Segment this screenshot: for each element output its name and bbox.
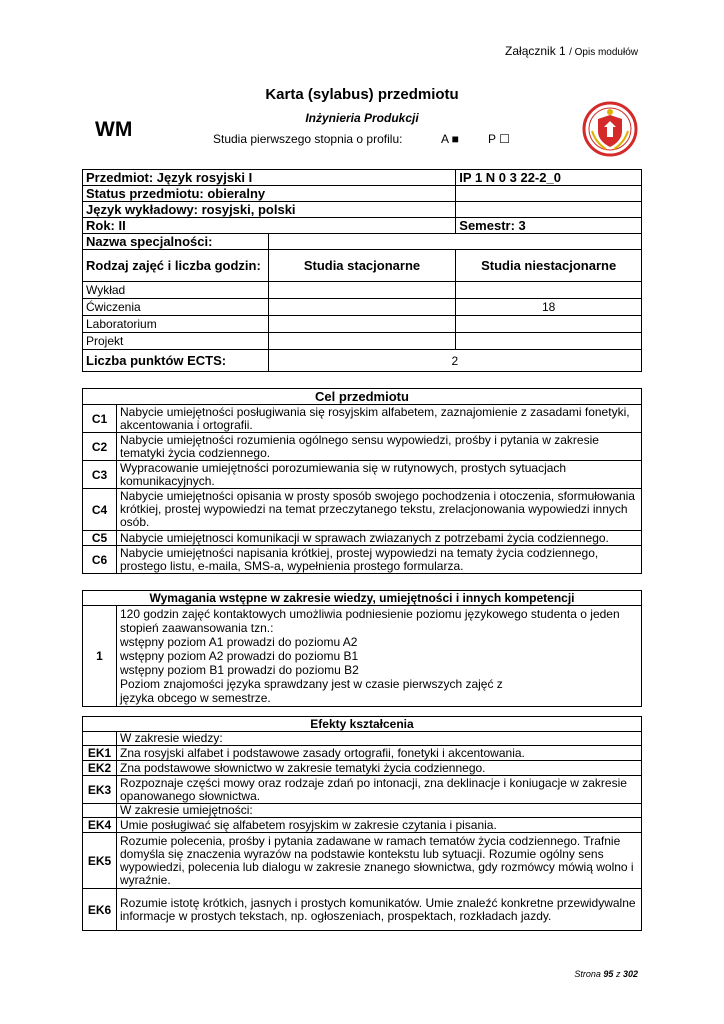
requirement-line: wstępny poziom A1 prowadzi do poziomu A2 <box>120 635 358 649</box>
requirements-table <box>82 590 642 707</box>
subject-name: Przedmiot: Język rosyjski I <box>83 170 456 186</box>
subject-info-table <box>82 169 642 372</box>
effect-code: EK3 <box>83 776 117 804</box>
effect-text: Rozumie istotę krótkich, jasnych i prostych komunikatów. Umie znaleźć konkretne przewidywalne informacje w prostych tekstach, np. ogłoszeniach, prospektach, rozkładach jazdy. <box>117 889 642 931</box>
profile-p: P ☐ <box>488 132 510 146</box>
requirement-line: stopień zaawansowania tzn.: <box>120 621 274 635</box>
goal-code: C6 <box>83 546 117 574</box>
goal-code: C4 <box>83 489 117 531</box>
requirement-line: 120 godzin zajęć kontaktowych umożliwia podniesienie poziomu językowego studenta o jeden <box>120 607 620 621</box>
requirement-line: języka obcego w semestrze. <box>120 691 271 705</box>
goal-text: Nabycie umiejętnosci komunikacji w sprawach zwiazanych z potrzebami życia codziennego. <box>117 531 642 546</box>
row-laboratory: Laboratorium <box>83 316 269 333</box>
subject-status: Status przedmiotu: obieralny <box>83 186 456 202</box>
effect-code: EK2 <box>83 761 117 776</box>
requirement-line: wstępny poziom B1 prowadzi do poziomu B2 <box>120 663 359 677</box>
goal-text: Nabycie umiejętności opisania w prosty sposób swojego pochodzenia i otoczenia, sformułowania krótkiej, prostej wypowiedzi na temat przeczytanego tekstu, zrelacjonowania wypowiedzi innych osób. <box>117 489 642 531</box>
goal-text: Nabycie umiejętności napisania krótkiej, prostej wypowiedzi na tematy życia codziennego, prostego listu, e-maila, SMS-a, wypełnienia prostego formularza. <box>117 546 642 574</box>
exercises-nonstationary-hours: 18 <box>456 299 642 316</box>
effect-code: EK5 <box>83 833 117 889</box>
logo-wm: WM <box>95 118 133 141</box>
profile-label: Studia pierwszego stopnia o profilu: <box>213 132 403 146</box>
col-stationary: Studia stacjonarne <box>268 250 456 282</box>
requirement-code: 1 <box>83 606 117 707</box>
specialization-label: Nazwa specjalności: <box>83 234 269 250</box>
knowledge-header: W zakresie wiedzy: <box>117 732 642 746</box>
ects-value: 2 <box>268 350 641 372</box>
effects-table <box>82 716 642 931</box>
page-number: Strona 95 z 302 <box>574 969 638 979</box>
effect-code: EK6 <box>83 889 117 931</box>
profile-a: A ■ <box>441 132 459 146</box>
goal-code: C2 <box>83 433 117 461</box>
row-project: Projekt <box>83 333 269 350</box>
ects-label: Liczba punktów ECTS: <box>83 350 269 372</box>
requirement-line: Poziom znajomości języka sprawdzany jest w czasie pierwszych zajęć z <box>120 677 503 691</box>
subject-year: Rok: II <box>83 218 456 234</box>
field-of-study: Inżynieria Produkcji <box>305 111 419 125</box>
effects-title: Efekty kształcenia <box>83 717 642 732</box>
effect-text: Rozumie polecenia, prośby i pytania zadawane w ramach tematów życia codziennego. Trafnie domyśla się znaczenia wyrazów na podstawie kontekstu lub sytuacji. Rozumie ogólny sens wypowiedzi, polecenia lub dialogu w zakresie znanego słownictwa, gdy rozmówcy mówią wolno i wyraźnie. <box>117 833 642 889</box>
goal-code: C1 <box>83 405 117 433</box>
row-lecture: Wykład <box>83 282 269 299</box>
page-title: Karta (sylabus) przedmiotu <box>265 86 459 103</box>
subject-code: IP 1 N 0 3 22-2_0 <box>456 170 642 186</box>
effect-code: EK1 <box>83 746 117 761</box>
effect-text: Umie posługiwać się alfabetem rosyjskim w zakresie czytania i pisania. <box>117 818 642 833</box>
goal-text: Nabycie umiejętności rozumienia ogólnego sensu wypowiedzi, prośby i pytania w zakresie tematyki życia codziennego. <box>117 433 642 461</box>
effect-code: EK4 <box>83 818 117 833</box>
requirement-line: wstępny poziom A2 prowadzi do poziomu B1 <box>120 649 359 663</box>
effect-text: Zna rosyjski alfabet i podstawowe zasady ortografii, fonetyki i akcentowania. <box>117 746 642 761</box>
effect-text: Zna podstawowe słownictwo w zakresie tematyki życia codziennego. <box>117 761 642 776</box>
goals-table <box>82 388 642 574</box>
effect-text: Rozpoznaje części mowy oraz rodzaje zdań po intonacji, zna deklinacje i koniugacje w zakresie opanowanego słownictwa. <box>117 776 642 804</box>
annex-label <box>505 44 638 58</box>
col-nonstationary: Studia niestacjonarne <box>456 250 642 282</box>
goal-text: Wypracowanie umiejętności porozumiewania się w rutynowych, prostych sytuacjach komunikacyjnych. <box>117 461 642 489</box>
goal-code: C3 <box>83 461 117 489</box>
goals-title: Cel przedmiotu <box>83 389 642 405</box>
subject-semester: Semestr: 3 <box>456 218 642 234</box>
row-exercises: Ćwiczenia <box>83 299 269 316</box>
hours-label: Rodzaj zajęć i liczba godzin: <box>83 250 269 282</box>
goal-text: Nabycie umiejętności posługiwania się rosyjskim alfabetem, zaznajomienie z zasadami fonetyki, akcentowania i ortografii. <box>117 405 642 433</box>
university-emblem-icon <box>582 101 638 157</box>
annex-sub: / Opis modułów <box>569 47 638 58</box>
skills-header: W zakresie umiejętności: <box>117 804 642 818</box>
goal-code: C5 <box>83 531 117 546</box>
requirements-title: Wymagania wstępne w zakresie wiedzy, umiejętności i innych kompetencji <box>83 591 642 606</box>
annex-main: Załącznik 1 <box>505 44 566 58</box>
subject-language: Język wykładowy: rosyjski, polski <box>83 202 456 218</box>
